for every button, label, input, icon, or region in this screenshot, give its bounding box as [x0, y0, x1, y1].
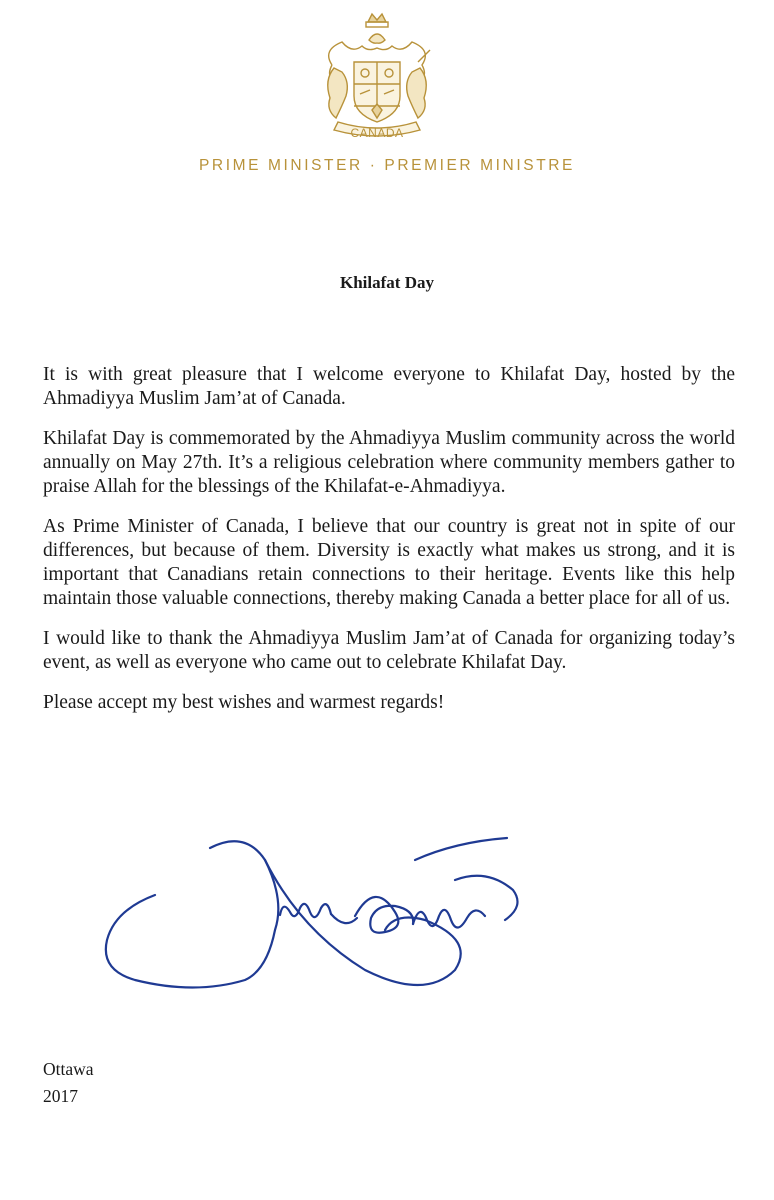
- office-line: PRIME MINISTER · PREMIER MINISTRE: [198, 157, 575, 174]
- place-and-year: [43, 1056, 94, 1110]
- crest-caption: CANADA: [350, 126, 404, 140]
- paragraph-thanks: I would like to thank the Ahmadiyya Muslim Jam’at of Canada for organizing today’s event, as well as everyone who came out to celebrate Khilafat Day.: [43, 628, 735, 673]
- paragraph-welcome: It is with great pleasure that I welcome everyone to Khilafat Day, hosted by the Ahmadiyya Muslim Jam’at of Canada.: [43, 364, 735, 409]
- paragraph-commemoration: Khilafat Day is commemorated by the Ahmadiyya Muslim community across the world annually on May 27th. It’s a religious celebration where community members gather to praise Allah for the blessings of the Khilafat-e-Ahmadiyya.: [43, 428, 735, 497]
- year: 2017: [43, 1086, 78, 1106]
- handwritten-signature: [95, 820, 535, 1020]
- paragraph-closing: Please accept my best wishes and warmest regards!: [43, 692, 445, 713]
- paragraph-diversity: As Prime Minister of Canada, I believe that our country is great not in spite of our differences, but because of them. Diversity is exactly what makes us strong, and it is important that Canadians retain connections to their heritage. Events like this help maintain those valuable connections, thereby making Canada a better place for all of us.: [43, 516, 735, 609]
- letter-body: [43, 363, 735, 731]
- place: Ottawa: [43, 1059, 94, 1079]
- letter-title: Khilafat Day: [340, 273, 434, 292]
